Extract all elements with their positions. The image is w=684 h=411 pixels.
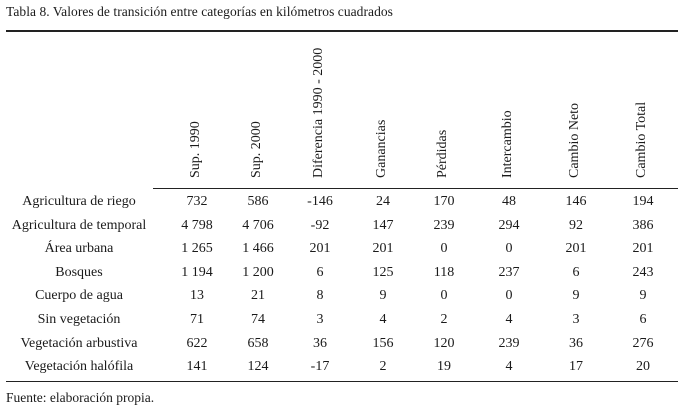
table-cell: 71 bbox=[190, 312, 204, 327]
source-note: Fuente: elaboración propia. bbox=[6, 390, 155, 405]
table-cell: 239 bbox=[433, 217, 455, 233]
column-header-label: Cambio Neto bbox=[567, 102, 582, 178]
row-label: Sin vegetación bbox=[37, 312, 121, 327]
row-label: Vegetación arbustiva bbox=[20, 335, 138, 351]
table-cell: 20 bbox=[636, 359, 650, 375]
table-cell: 147 bbox=[372, 217, 394, 233]
table-cell: 3 bbox=[572, 312, 580, 327]
row-label: Cuerpo de agua bbox=[35, 288, 123, 304]
table-cell: 0 bbox=[505, 241, 513, 257]
table-cell: 9 bbox=[572, 288, 580, 304]
table-cell: 120 bbox=[433, 335, 455, 351]
table-cell: 156 bbox=[372, 335, 394, 351]
table-cell: 732 bbox=[186, 194, 208, 209]
table-cell: -17 bbox=[310, 359, 330, 375]
table-cell: 586 bbox=[247, 194, 269, 209]
table-cell: 1 200 bbox=[242, 264, 274, 280]
column-header-label: Ganancias bbox=[374, 119, 389, 178]
row-label: Agricultura de riego bbox=[22, 194, 136, 209]
table-cell: 8 bbox=[316, 288, 324, 304]
table-row bbox=[0, 308, 684, 332]
table-cell: -92 bbox=[310, 217, 330, 233]
table-cell: 1 194 bbox=[181, 264, 213, 280]
table-cell: 0 bbox=[440, 288, 448, 304]
table-cell: 9 bbox=[379, 288, 387, 304]
table-cell: 170 bbox=[433, 194, 455, 209]
table-cell: 4 bbox=[505, 359, 513, 375]
column-header-label: Pérdidas bbox=[435, 129, 450, 178]
table-cell: 658 bbox=[247, 335, 269, 351]
top-rule bbox=[6, 30, 678, 32]
column-header-label: Cambio Total bbox=[634, 101, 649, 178]
column-header-label: Sup. 1990 bbox=[188, 121, 203, 178]
table-cell: 1 265 bbox=[181, 241, 213, 257]
table-row bbox=[0, 332, 684, 356]
table-caption: Tabla 8. Valores de transición entre categorías en kilómetros cuadrados bbox=[6, 4, 393, 19]
table-cell: 92 bbox=[569, 217, 583, 233]
row-label: Área urbana bbox=[44, 241, 114, 257]
table-cell: 124 bbox=[247, 359, 269, 375]
table-cell: 48 bbox=[502, 194, 516, 209]
table-cell: 2 bbox=[440, 312, 448, 327]
table-cell: 19 bbox=[437, 359, 451, 375]
table-cell: 141 bbox=[186, 359, 208, 375]
row-label: Vegetación halófila bbox=[24, 359, 134, 375]
table-cell: -146 bbox=[307, 194, 333, 209]
table-cell: 386 bbox=[632, 217, 654, 233]
table-cell: 243 bbox=[632, 264, 654, 280]
table-cell: 622 bbox=[186, 335, 208, 351]
table-cell: 146 bbox=[565, 194, 587, 209]
table-cell: 4 bbox=[505, 312, 513, 327]
table-cell: 21 bbox=[251, 288, 265, 304]
table-cell: 1 466 bbox=[242, 241, 274, 257]
table-cell: 36 bbox=[569, 335, 583, 351]
table-cell: 0 bbox=[440, 241, 448, 257]
table-cell: 9 bbox=[639, 288, 647, 304]
table-row bbox=[0, 190, 684, 214]
table-cell: 201 bbox=[372, 241, 394, 257]
table-cell: 201 bbox=[565, 241, 587, 257]
table-cell: 17 bbox=[569, 359, 583, 375]
table-cell: 24 bbox=[376, 194, 390, 209]
table-cell: 6 bbox=[316, 264, 324, 280]
column-header-label: Diferencia 1990 - 2000 bbox=[311, 47, 326, 178]
table-cell: 0 bbox=[505, 288, 513, 304]
table-cell: 4 bbox=[379, 312, 387, 327]
table-row bbox=[0, 261, 684, 285]
table-cell: 294 bbox=[498, 217, 520, 233]
table-cell: 237 bbox=[498, 264, 520, 280]
table-cell: 74 bbox=[251, 312, 265, 327]
table-row bbox=[0, 355, 684, 379]
table-row bbox=[0, 237, 684, 261]
column-header-label: Sup. 2000 bbox=[249, 121, 264, 178]
row-label: Bosques bbox=[55, 264, 103, 280]
table-row bbox=[0, 214, 684, 238]
column-header-label: Intercambio bbox=[500, 110, 515, 178]
table-cell: 239 bbox=[498, 335, 520, 351]
table-cell: 118 bbox=[433, 264, 455, 280]
table-cell: 125 bbox=[372, 264, 394, 280]
table-row bbox=[0, 284, 684, 308]
table-cell: 201 bbox=[632, 241, 654, 257]
table-cell: 4 798 bbox=[181, 217, 213, 233]
table-cell: 4 706 bbox=[242, 217, 274, 233]
table-cell: 6 bbox=[639, 312, 647, 327]
table-cell: 6 bbox=[572, 264, 580, 280]
row-label: Agricultura de temporal bbox=[11, 217, 147, 233]
table-cell: 194 bbox=[632, 194, 654, 209]
table-cell: 2 bbox=[379, 359, 387, 375]
table-cell: 13 bbox=[190, 288, 204, 304]
table-cell: 201 bbox=[309, 241, 331, 257]
bottom-rule bbox=[6, 381, 678, 382]
table-cell: 3 bbox=[316, 312, 324, 327]
table-cell: 276 bbox=[632, 335, 654, 351]
table-cell: 36 bbox=[313, 335, 327, 351]
